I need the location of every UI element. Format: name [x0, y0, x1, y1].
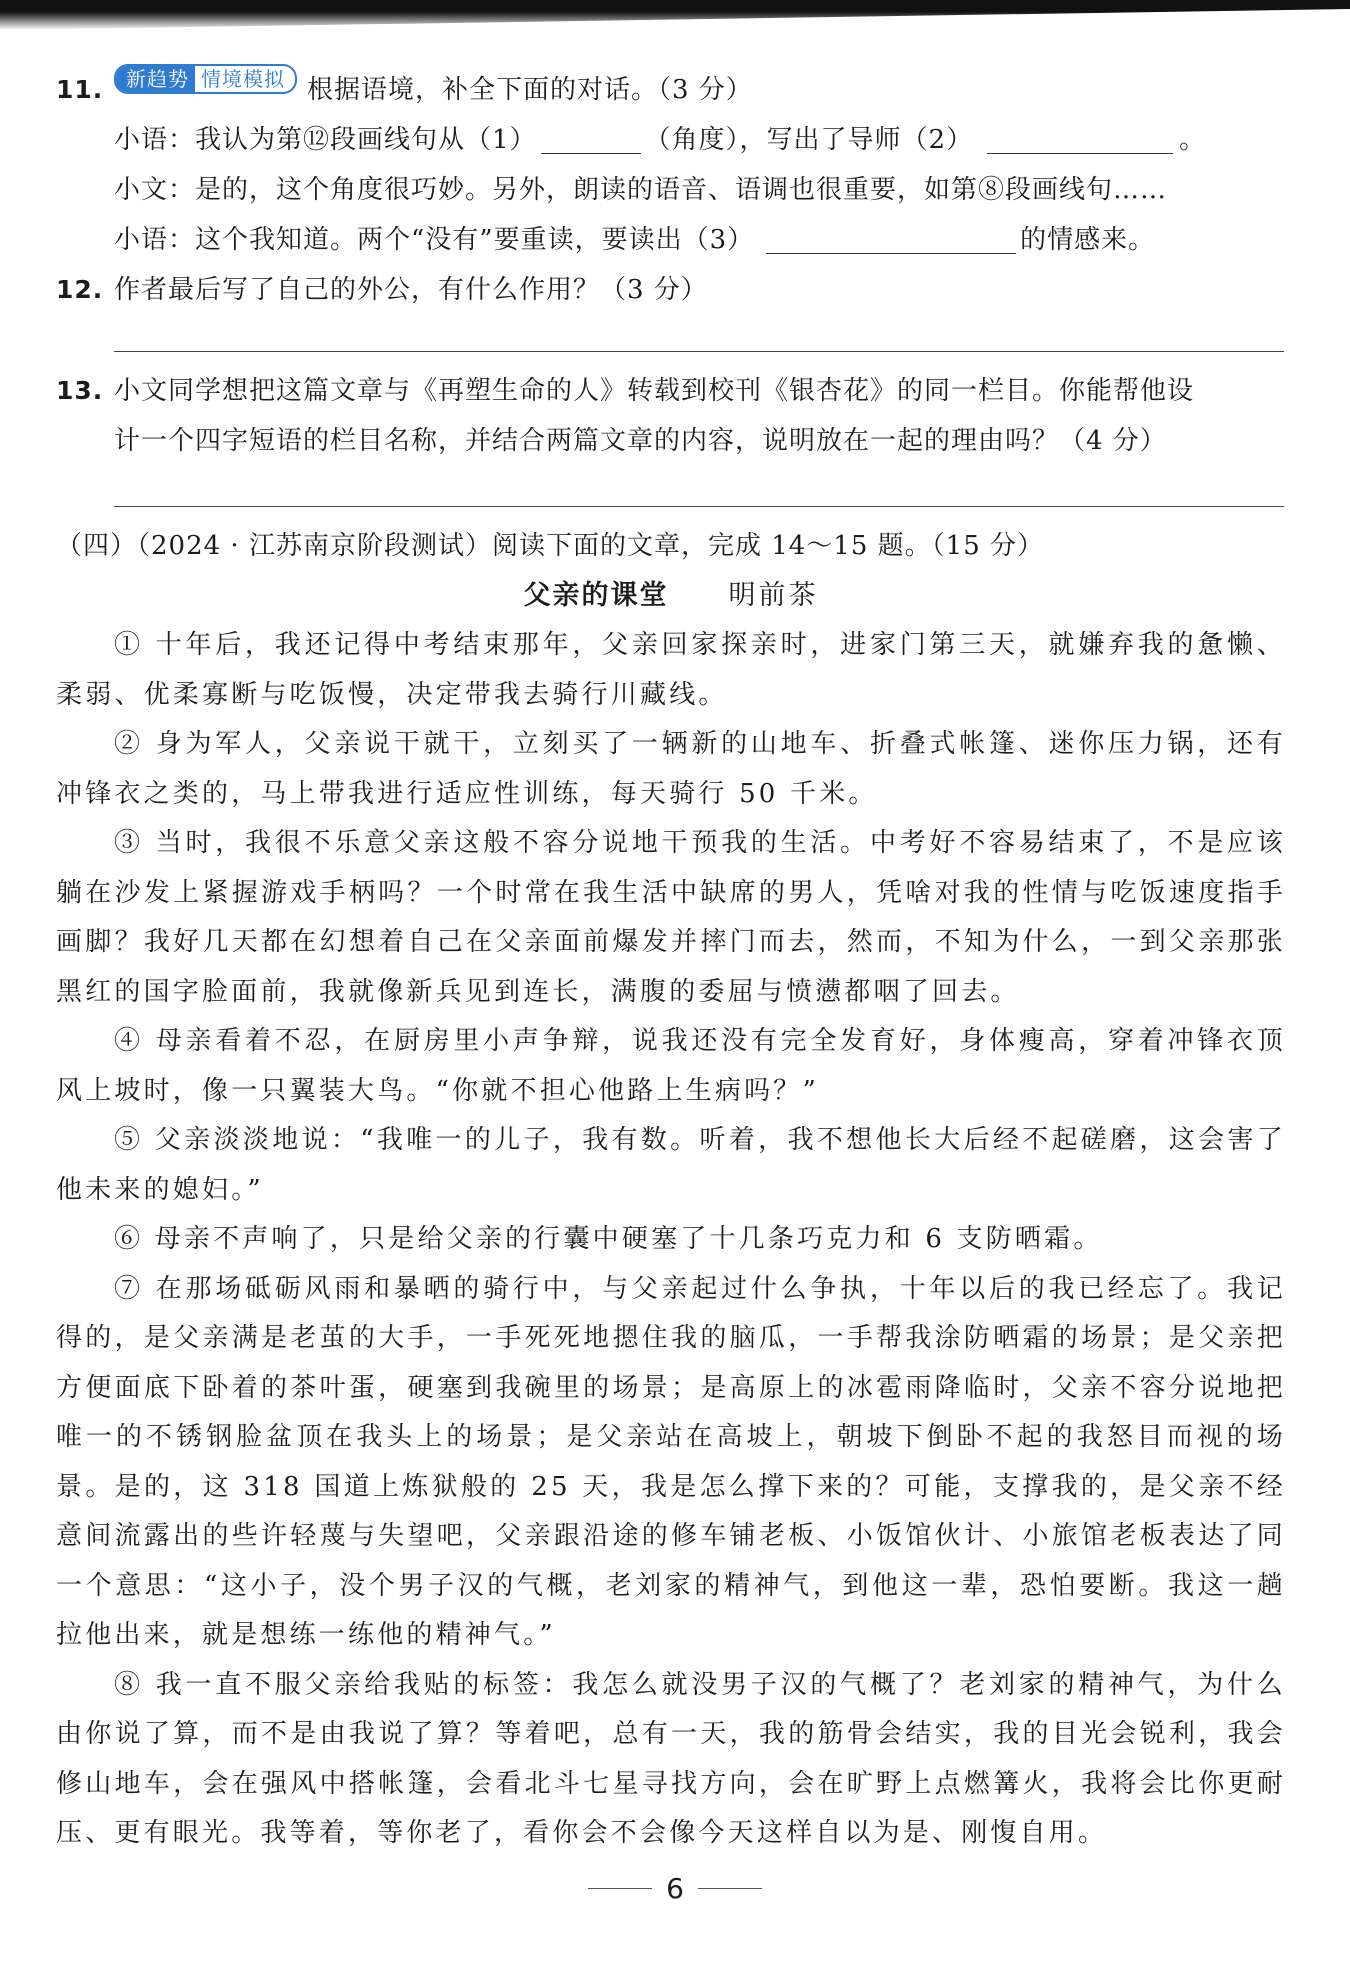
q12-number: 12. — [56, 275, 104, 304]
article-heading — [56, 571, 1286, 621]
answer-blank-3[interactable] — [766, 223, 1016, 254]
top-edge-shadow — [0, 0, 1350, 30]
q13-text-line2: 计一个四字短语的栏目名称，并结合两篇文章的内容，说明放在一起的理由吗？（4 分） — [114, 426, 1167, 456]
page-number: 6 — [666, 1872, 684, 1905]
q13-number: 13. — [56, 376, 104, 405]
trend-badge — [114, 64, 297, 94]
paragraph-6: ⑥ 母亲不声响了，只是给父亲的行囊中硬塞了十几条巧克力和 6 支防晒霜。 — [114, 1224, 1103, 1254]
q13-answer-line[interactable] — [114, 470, 1284, 507]
q13-text-line1: 小文同学想把这篇文章与《再塑生命的人》转载到校刊《银杏花》的同一栏目。你能帮他设 — [114, 376, 1195, 406]
footer-rule-right — [698, 1888, 762, 1889]
q11-dialog-line-2: 小文：是的，这个角度很巧妙。另外，朗读的语音、语调也很重要，如第⑧段画线句…… — [114, 175, 1168, 205]
trend-badge-label: 新趋势 — [116, 66, 195, 92]
paragraph-2: ② 身为军人，父亲说干就干，立刻买了一辆新的山地车、折叠式帐篷、迷你压力锅，还有冲锋衣之类的，马上带我进行适应性训练，每天骑行 50 千米。 — [56, 729, 1286, 809]
paragraph-3: ③ 当时，我很不乐意父亲这般不容分说地干预我的生活。中考好不容易结束了，不是应该躺在沙发上紧握游戏手柄吗？一个时常在我生活中缺席的男人，凭啥对我的性情与吃饭速度指手画脚？我好几天都在幻想着自己在父亲面前爆发并摔门而去，然而，不知为什么，一到父亲那张黑红的国字脸面前，我就像新兵见到连长，满腹的委屈与愤懑都咽了回去。 — [56, 828, 1286, 1007]
answer-blank-1[interactable] — [541, 123, 641, 154]
paragraph-8: ⑧ 我一直不服父亲给我贴的标签：我怎么就没男子汉的气概了？老刘家的精神气，为什么由你说了算，而不是由我说了算？等着吧，总有一天，我的筋骨会结实，我的目光会锐利，我会修山地车，会在强风中搭帐篷，会看北斗七星寻找方向，会在旷野上点燃篝火，我将会比你更耐压、更有眼光。我等着，等你老了，看你会不会像今天这样自以为是、刚愎自用。 — [56, 1669, 1286, 1848]
q11-line3-text-a: 小语：这个我知道。两个“没有”要重读，要读出（3） — [114, 225, 755, 255]
q12-answer-line[interactable] — [114, 315, 1284, 352]
q11-dialog-line-3 — [56, 215, 1286, 265]
answer-blank-2[interactable] — [987, 123, 1173, 154]
paragraph-7: ⑦ 在那场砥砺风雨和暴晒的骑行中，与父亲起过什么争执，十年以后的我已经忘了。我记得的，是父亲满是老茧的大手，一手死死地摁住我的脑瓜，一手帮我涂防晒霜的场景；是父亲把方便面底下卧着的茶叶蛋，硬塞到我碗里的场景；是高原上的冰雹雨降临时，父亲不容分说地把唯一的不锈钢脸盆顶在我头上的场景；是父亲站在高坡上，朝坡下倒卧不起的我怒目而视的场景。是的，这 318 国道上炼狱般的 25 天，我是怎么撑下来的？可能，支撑我的，是父亲不经意间流露出的些许轻蔑与失望吧，父亲跟沿途的修车铺老板、小饭馆伙计、小旅馆老板表达了同一个意思：“这小子，没个男子汉的气概，老刘家的精神气，到他这一辈，恐怕要断。我这一趟拉他出来，就是想练一练他的精神气。” — [56, 1273, 1286, 1650]
page-footer — [0, 1872, 1350, 1905]
q11-dialog-line-1 — [56, 115, 1286, 165]
q13-prompt — [56, 366, 1286, 416]
q12-prompt — [56, 265, 1286, 315]
paragraph-1: ① 十年后，我还记得中考结束那年，父亲回家探亲时，进家门第三天，就嫌弃我的惫懒、柔弱、优柔寡断与吃饭慢，决定带我去骑行川藏线。 — [56, 630, 1286, 710]
q11-line1-text-c: 。 — [1179, 125, 1207, 155]
q11-number: 11. — [56, 75, 104, 104]
article-title: 父亲的课堂 — [523, 580, 669, 611]
paragraph-4: ④ 母亲看着不忍，在厨房里小声争辩，说我还没有完全发育好，身体瘦高，穿着冲锋衣顶风上坡时，像一只翼装大鸟。“你就不担心他路上生病吗？” — [56, 1026, 1286, 1106]
scenario-badge-label: 情境模拟 — [201, 67, 285, 91]
q11-line1-text-b: （角度），写出了导师（2） — [644, 125, 974, 155]
section-4-heading: （四）（2024 · 江苏南京阶段测试）阅读下面的文章，完成 14～15 题。（15 分） — [56, 531, 1045, 561]
q11-line1-text-a: 小语：我认为第⑫段画线句从（1） — [114, 125, 537, 155]
paragraph-5: ⑤ 父亲淡淡地说：“我唯一的儿子，我有数。听着，我不想他长大后经不起磋磨，这会害了他未来的媳妇。” — [56, 1125, 1286, 1205]
q11-line3-text-b: 的情感来。 — [1020, 225, 1156, 255]
q11-prompt — [56, 64, 1286, 115]
article-author: 明前茶 — [728, 580, 819, 611]
q11-text: 根据语境，补全下面的对话。（3 分） — [307, 75, 753, 105]
q12-text: 作者最后写了自己的外公，有什么作用？（3 分） — [114, 275, 708, 305]
footer-rule-left — [588, 1888, 652, 1889]
worksheet-page — [56, 64, 1286, 1859]
